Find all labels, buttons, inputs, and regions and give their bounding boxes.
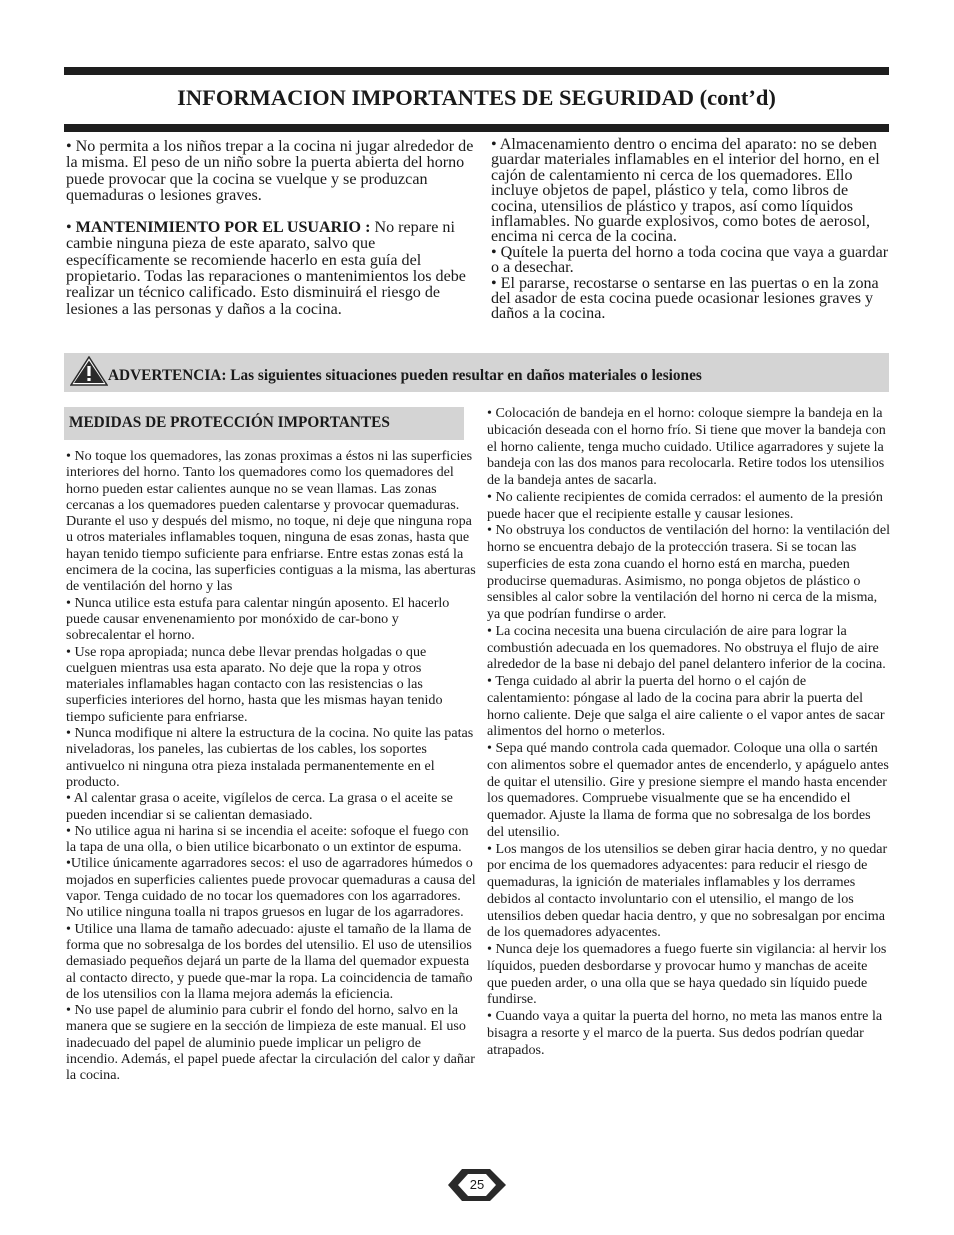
page-number: 25 — [469, 1177, 485, 1192]
list-item: • No utilice agua ni harina si se incendia el aceite: sofoque el fuego con la tapa de una olla, o bien utilice bicarbonato o un extintor de espuma. — [66, 822, 469, 856]
list-item: • Nunca deje los quemadores a fuego fuerte sin vigilancia: al hervir los líquidos, pueden desbordarse y provocar humo y manchas de aceite que pueden arder, o una olla que se haya quedado sin líquido puede fundirse. — [487, 941, 887, 1008]
list-item: • Sepa qué mando controla cada quemador. Coloque una olla o sartén con alimentos sobre el quemador antes de encenderlo, y apáguelo antes de quitar el utensilio. Gire y presione siempre el mando hasta encender los quemadores. Compruebe visualmente que se ha encendido el quemador. Ajuste la llama de forma que no sobresalga de los bordes del utensilio. — [487, 740, 889, 840]
list-item: •Utilice únicamente agarradores secos: el uso de agarradores húmedos o mojados en superficies calientes puede provocar quemaduras a causa del vapor. Tenga cuidado de no tocar los quemadores con los agarradores. No utilice ninguna toalla ni trapos gruesos en lugar de los agarradores. — [66, 855, 476, 921]
warning-banner — [64, 353, 889, 392]
intro-left-column — [66, 139, 476, 318]
list-item: • No toque los quemadores, las zonas proximas a éstos ni las superficies interiores del horno. Tanto los quemadores como los quemadores del horno pueden estar calientes aunque no se vean llamas. Las zonas cercanas a los quemadores pueden calentarse y provocar quemaduras. Durante el uso y después del mismo, no toque, ni deje que ninguna ropa u otros materiales inflamables toquen, ninguna de esas zonas, hasta que hayan tenido tiempo suficiente para enfriarse. Entre estas zonas está la encimera de la cocina, las superficies contiguas a la misma, las aberturas de ventilación del horno y las — [66, 448, 476, 595]
list-item: • Quítele la puerta del horno a toda cocina que vaya a guardar o a desechar. — [491, 243, 889, 277]
safety-right-column — [487, 405, 891, 1058]
intro-right-column — [491, 137, 891, 322]
list-item: • No caliente recipientes de comida cerrados: el aumento de la presión puede hacer que el recipiente estalle y causar lesiones. — [487, 488, 883, 522]
list-item: • Almacenamiento dentro o encima del aparato: no se deben guardar materiales inflamables en el interior del horno, en el cajón de calentamiento ni cerca de los quemadores. Ello incluye objetos de papel, plástico y tela, como libros de cocina, utensilios de plástico y trapos, así como líquidos inflamables. No guarde explosivos, como botes de aerosol, encima ni cerca de la cocina. — [491, 136, 880, 246]
page-title: INFORMACION IMPORTANTES DE SEGURIDAD (cont’d) — [177, 85, 776, 110]
user-maintenance-heading: MANTENIMIENTO POR EL USUARIO : — [75, 219, 371, 237]
list-item: • Al calentar grasa o aceite, vigílelos de cerca. La grasa o el aceite se pueden incendiar si se calientan demasiado. — [66, 790, 453, 823]
title-rule — [64, 124, 889, 132]
list-item: • Cuando vaya a quitar la puerta del horno, no meta las manos entre la bisagra a resorte y el marco de la puerta. Sus dedos podrían quedar atrapados. — [487, 1008, 883, 1058]
safety-left-column — [66, 448, 476, 1084]
list-item: • Nunca modifique ni altere la estructura de la cocina. No quite las patas niveladoras, los paneles, las cubiertas de los cables, los soportes antivuelco ni ninguna otra pieza instalada permanentemente en el producto. — [66, 725, 474, 790]
list-item: • No obstruya los conductos de ventilación del horno: la ventilación del horno se encuentra debajo de la protección trasera. Si se tocan las superficies de esta zona cuando el horno está en marcha, pueden producirse quemaduras. Asimismo, no ponga objetos de plástico o sensibles al calor sobre la ventilación del horno ni cerca de la misma, ya que podrían fundirse o arder. — [487, 522, 890, 622]
list-item: • Colocación de bandeja en el horno: coloque siempre la bandeja en la ubicación deseada con el horno frío. Si tiene que mover la bandeja con el horno caliente, tenga mucho cuidado. Utilice agarradores y sujete la bandeja con las dos manos para recolocarla. Retire todos los utensilios de la bandeja antes de sacarla. — [487, 405, 886, 488]
list-item: • No use papel de aluminio para cubrir el fondo del horno, salvo en la manera que se sugiere en la sección de limpieza de este manual. El uso inadecuado del papel de aluminio puede implicar un peligro de incendio. Además, el papel puede afectar la circulación del calor y dañar la cocina. — [66, 1002, 475, 1084]
list-item: • Los mangos de los utensilios se deben girar hacia dentro, y no quedar por encima de los quemadores adyacentes: para reducir el riesgo de quemaduras, la ignición de materiales inflamables y los derrames debidos al contacto involuntario con el utensilio, el mango de los utensilios deben quedar hacia dentro, y que no sobresalgan por encima de los quemadores adyacentes. — [487, 840, 888, 941]
section-heading-box — [64, 407, 464, 440]
list-item: • Utilice una llama de tamaño adecuado: ajuste el tamaño de la llama de forma que no sobresalga de los bordes del utensilio. El uso de utensilios demasiado pequeños dejará un parte de la llama del quemador expuesta al contacto directo, y puede que-mar la ropa. La coincidencia de tamaño de los utensilios con la llama mejora además la eficiencia. — [66, 920, 473, 1002]
section-heading: MEDIDAS DE PROTECCIÓN IMPORTANTES — [69, 414, 390, 431]
bullet: • — [66, 219, 76, 237]
list-item: • La cocina necesita una buena circulación de aire para lograr la combustión adecuada en los quemadores. No obstruya el flujo de aire alrededor de la base ni debajo del panel delantero inferior de la cocina. — [487, 622, 886, 673]
warning-triangle-icon — [70, 356, 108, 386]
list-item: • Nunca utilice esta estufa para calentar ningún aposento. El hacerlo puede causar envenenamiento por monóxido de car-bono y sobrecalentar el horno. — [66, 594, 450, 644]
user-maintenance-text: No repare ni cambie ninguna pieza de este aparato, salvo que específicamente se recomiende hacerlo en esta guía del propietario. Todas las reparaciones o mantenimientos los debe realizar un técnico calificado. Esto disminuirá el riesgo de lesiones a las personas y daños a la cocina. — [66, 219, 466, 318]
top-rule — [64, 67, 889, 75]
warning-text: ADVERTENCIA: Las siguientes situaciones pueden resultar en daños materiales o lesiones — [108, 367, 702, 384]
list-item: • Use ropa apropiada; nunca debe llevar prendas holgadas o que cuelguen mientras usa esta aparato. No deje que la ropa y otros materiales inflamables hagan contacto con las resistencias o las superficies interiores del horno, hasta que les mismas hayan tenido tiempo suficiente para enfriarse. — [66, 643, 443, 725]
child-climbing-warning: • No permita a los niños trepar a la cocina ni jugar alrededor de la misma. El peso de un niño sobre la puerta abierta del horno puede provocar que la cocina se vuelque y se produzcan quemaduras o lesiones graves. — [66, 138, 474, 204]
list-item: • El pararse, recostarse o sentarse en las puertas o en la zona del asador de esta cocina puede ocasionar lesiones graves y daños a la cocina. — [491, 274, 879, 323]
user-maintenance-paragraph — [66, 220, 476, 318]
list-item: • Tenga cuidado al abrir la puerta del horno o el cajón de calentamiento: póngase al lado de la cocina para abrir la puerta del horno caliente. Deje que salga el aire caliente o el vapor antes de sacar alimentos del horno o meterlos. — [487, 673, 885, 740]
